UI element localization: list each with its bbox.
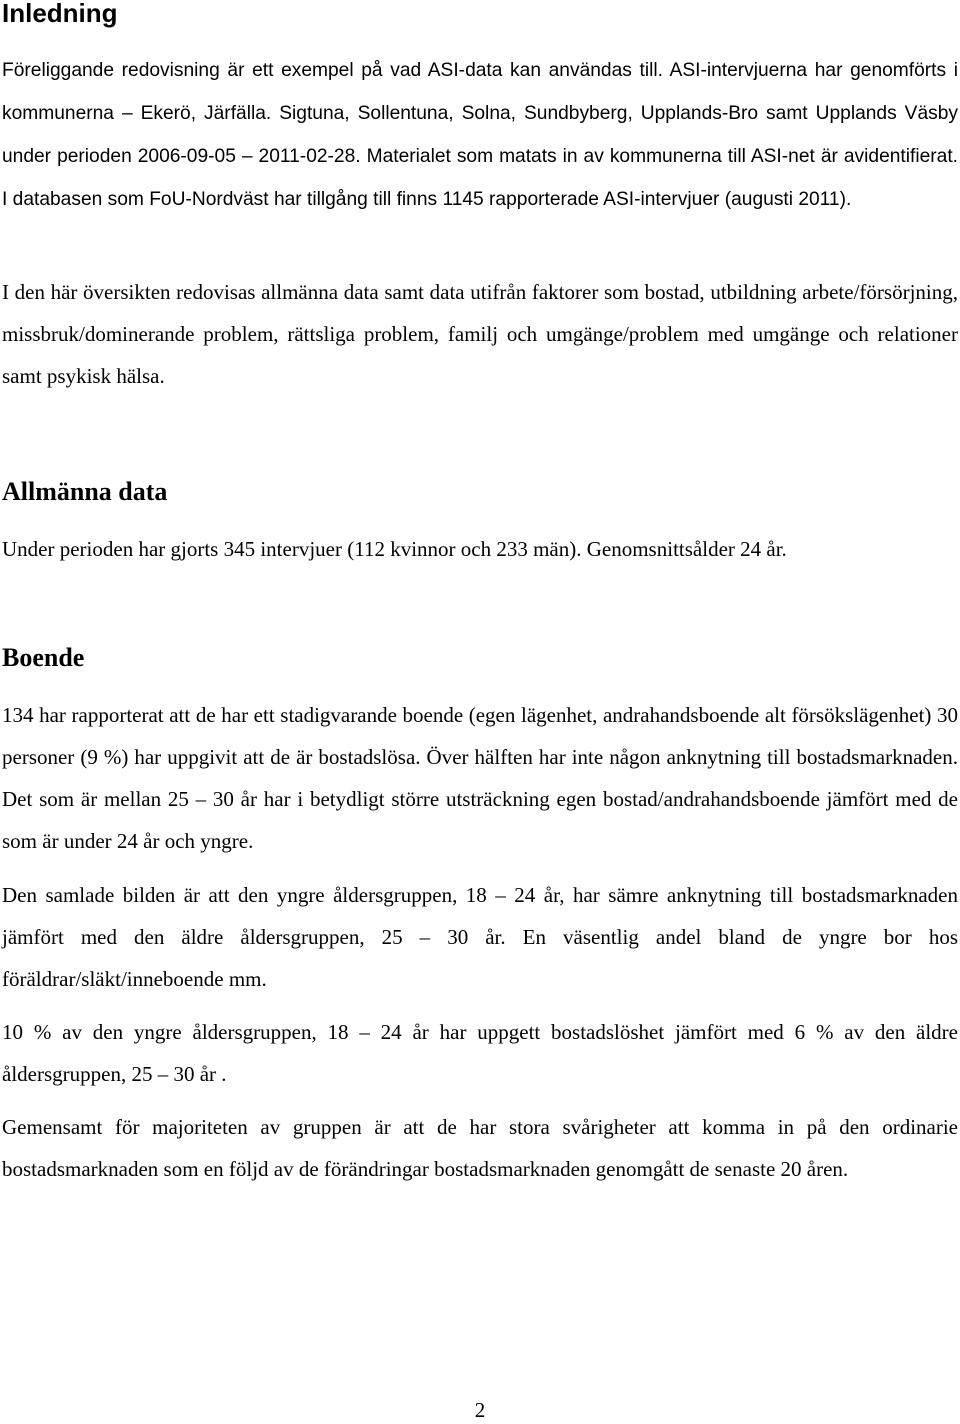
- heading-inledning: Inledning: [2, 0, 118, 28]
- housing-paragraph-1: 134 har rapporterat att de har ett stadigvarande boende (egen lägenhet, andrahandsboende alt försökslägenhet) 30 personer (9 %) har uppgivit att de är bostadslösa. Över hälften har inte någon anknytning till bostadsmarknaden. Det som är mellan 25 – 30 år har i betydligt större utsträckning egen bostad/andrahandsboende jämfört med de som är under 24 år och yngre.: [2, 703, 958, 853]
- intro-paragraph-2: I den här översikten redovisas allmänna data samt data utifrån faktorer som bostad, utbildning arbete/försörjning, missbruk/dominerande problem, rättsliga problem, familj och umgänge/problem med umgänge och relationer samt psykisk hälsa.: [2, 280, 958, 388]
- housing-paragraph-2: Den samlade bilden är att den yngre åldersgruppen, 18 – 24 år, har sämre anknytning till bostadsmarknaden jämfört med den äldre åldersgruppen, 25 – 30 år. En väsentlig andel bland de yngre bor hos föräldrar/släkt/inneboende mm.: [2, 883, 958, 991]
- intro-paragraph-1: Föreliggande redovisning är ett exempel på vad ASI-data kan användas till. ASI-intervjuerna har genomförts i kommunerna – Ekerö, Järfälla. Sigtuna, Sollentuna, Solna, Sundbyberg, Upplands-Bro samt Upplands Väsby under perioden 2006-09-05 – 2011-02-28. Materialet som matats in av kommunerna till ASI-net är avidentifierat. I databasen som FoU-Nordväst har tillgång till finns 1145 rapporterade ASI-intervjuer (augusti 2011).: [2, 60, 958, 210]
- general-paragraph: Under perioden har gjorts 345 intervjuer (112 kvinnor och 233 män). Genomsnittsålder 24 år.: [2, 537, 787, 561]
- housing-paragraph-3: 10 % av den yngre åldersgruppen, 18 – 24 år har uppgett bostadslöshet jämfört med 6 % av den äldre åldersgruppen, 25 – 30 år .: [2, 1020, 958, 1086]
- housing-paragraph-4: Gemensamt för majoriteten av gruppen är att de har stora svårigheter att komma in på den ordinarie bostadsmarknaden som en följd av de förändringar bostadsmarknaden genomgått de senaste 20 åren.: [2, 1115, 958, 1181]
- heading-boende: Boende: [2, 643, 85, 672]
- page-number: 2: [474, 1398, 486, 1422]
- heading-allmanna-data: Allmänna data: [2, 477, 168, 506]
